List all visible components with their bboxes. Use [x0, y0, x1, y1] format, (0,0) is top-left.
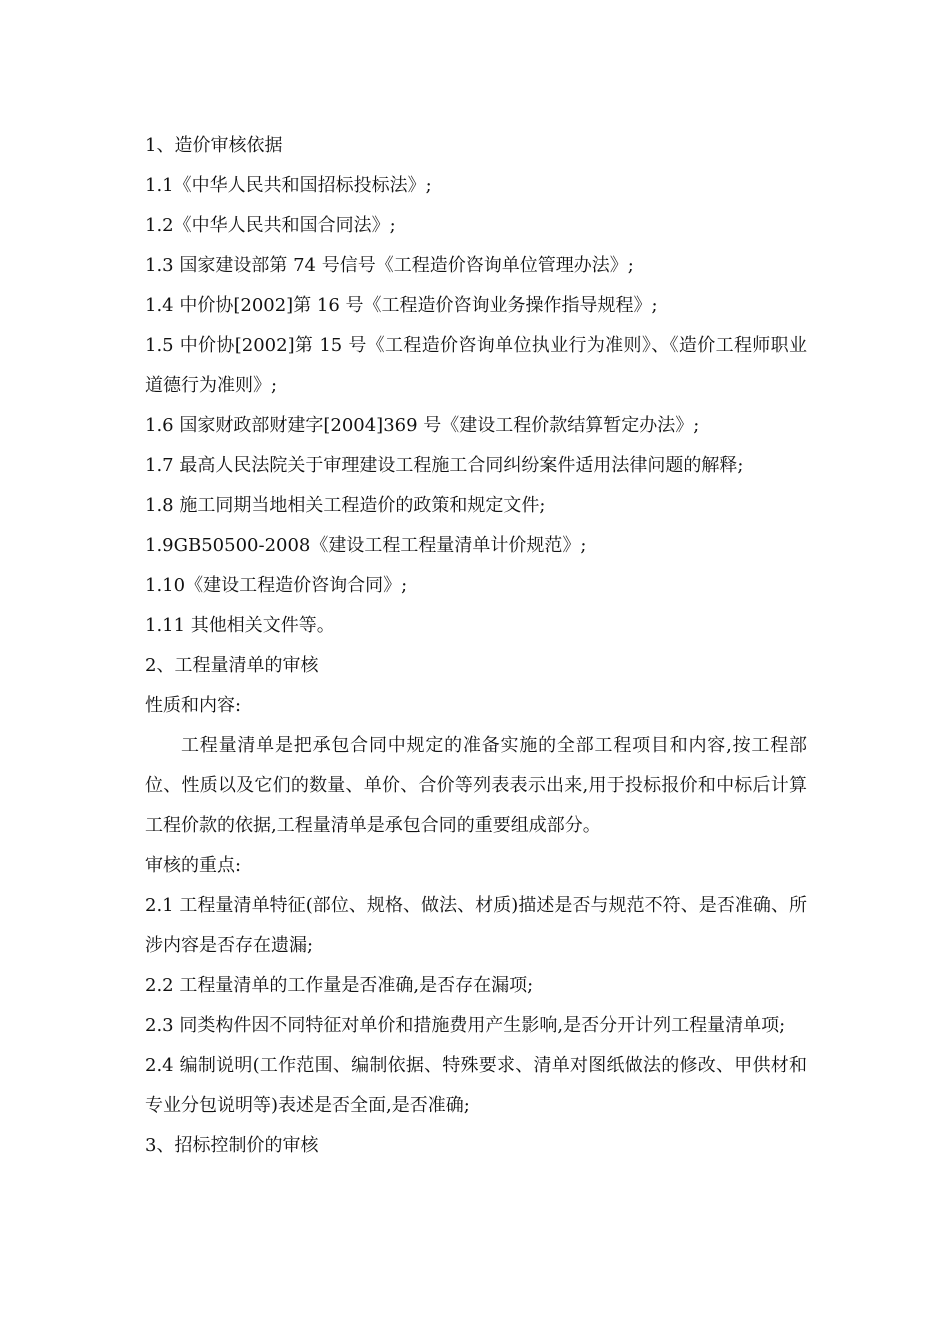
item-1-11: 1.11 其他相关文件等。: [145, 615, 335, 636]
item-1-2: 1.2《中华人民共和国合同法》;: [145, 215, 396, 236]
item-2-4: 2.4 编制说明(工作范围、编制依据、特殊要求、清单对图纸做法的修改、甲供材和专业分包说明等)表述是否全面,是否准确;: [145, 1055, 807, 1116]
subheading-review-focus: 审核的重点:: [145, 855, 242, 876]
item-1-1: 1.1《中华人民共和国招标投标法》;: [145, 175, 432, 196]
item-1-9: 1.9GB50500-2008《建设工程工程量清单计价规范》;: [145, 535, 587, 556]
item-1-3: 1.3 国家建设部第 74 号信号《工程造价咨询单位管理办法》;: [145, 255, 634, 276]
item-2-3: 2.3 同类构件因不同特征对单价和措施费用产生影响,是否分开计列工程量清单项;: [145, 1015, 786, 1036]
item-1-6: 1.6 国家财政部财建字[2004]369 号《建设工程价款结算暂定办法》;: [145, 415, 700, 436]
document-body: [145, 126, 807, 1166]
item-1-4: 1.4 中价协[2002]第 16 号《工程造价咨询业务操作指导规程》;: [145, 295, 658, 316]
item-1-8: 1.8 施工同期当地相关工程造价的政策和规定文件;: [145, 495, 546, 516]
item-2-1: 2.1 工程量清单特征(部位、规格、做法、材质)描述是否与规范不符、是否准确、所涉内容是否存在遗漏;: [145, 895, 807, 956]
section-heading-2: 2、工程量清单的审核: [145, 655, 319, 676]
section-heading-1: 1、造价审核依据: [145, 135, 283, 156]
item-1-7: 1.7 最高人民法院关于审理建设工程施工合同纠纷案件适用法律问题的解释;: [145, 455, 744, 476]
item-1-5: 1.5 中价协[2002]第 15 号《工程造价咨询单位执业行为准则》、《造价工程师职业道德行为准则》;: [145, 335, 807, 396]
paragraph-bill-of-quantities: 工程量清单是把承包合同中规定的准备实施的全部工程项目和内容,按工程部位、性质以及它们的数量、单价、合价等列表表示出来,用于投标报价和中标后计算工程价款的依据,工程量清单是承包合同的重要组成部分。: [145, 735, 807, 836]
subheading-nature-content: 性质和内容:: [145, 695, 242, 716]
item-2-2: 2.2 工程量清单的工作量是否准确,是否存在漏项;: [145, 975, 534, 996]
section-heading-3: 3、招标控制价的审核: [145, 1135, 319, 1156]
item-1-10: 1.10《建设工程造价咨询合同》;: [145, 575, 408, 596]
